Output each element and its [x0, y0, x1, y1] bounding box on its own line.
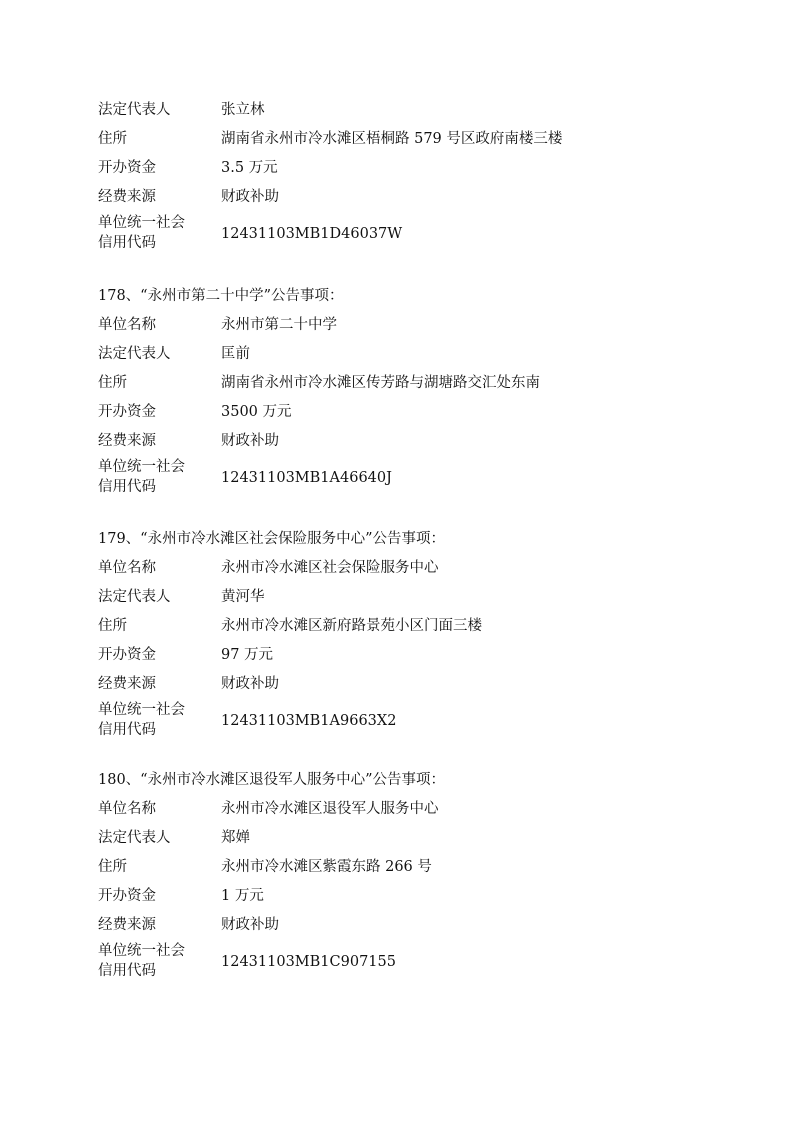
field-value: 12431103MB1D46037W	[221, 226, 403, 242]
field-value: 湖南省永州市冷水滩区梧桐路 579 号区政府南楼三楼	[221, 131, 563, 147]
field-value: 郑婵	[221, 830, 250, 846]
field-value: 张立林	[221, 102, 265, 118]
field-label: 单位名称	[98, 317, 156, 333]
field-value: 永州市第二十中学	[221, 317, 337, 333]
field-row	[98, 583, 698, 612]
field-label: 住所	[98, 375, 127, 391]
entry-heading: 179、“永州市冷水滩区社会保险服务中心”公告事项：	[98, 531, 445, 547]
field-value: 湖南省永州市冷水滩区传芳路与湖塘路交汇处东南	[221, 375, 540, 391]
field-row	[98, 641, 698, 670]
field-value: 财政补助	[221, 917, 279, 933]
field-row	[98, 154, 698, 183]
field-row	[98, 940, 698, 988]
field-row	[98, 882, 698, 911]
field-label: 单位统一社会信用代码	[98, 702, 185, 738]
field-label: 开办资金	[98, 647, 156, 663]
field-row	[98, 554, 698, 583]
field-label: 住所	[98, 859, 127, 875]
field-label: 住所	[98, 618, 127, 634]
field-value: 财政补助	[221, 676, 279, 692]
field-value: 财政补助	[221, 189, 279, 205]
field-value: 12431103MB1A9663X2	[221, 713, 397, 729]
field-value: 永州市冷水滩区退役军人服务中心	[221, 801, 439, 817]
entry-180	[98, 766, 698, 988]
field-label: 开办资金	[98, 404, 156, 420]
field-row	[98, 795, 698, 824]
field-label: 经费来源	[98, 917, 156, 933]
field-label: 法定代表人	[98, 589, 171, 605]
field-label: 住所	[98, 131, 127, 147]
entry-heading: 180、“永州市冷水滩区退役军人服务中心”公告事项：	[98, 772, 445, 788]
entry-heading: 178、“永州市第二十中学”公告事项：	[98, 288, 344, 304]
field-row	[98, 369, 698, 398]
field-row	[98, 311, 698, 340]
field-value: 永州市冷水滩区新府路景苑小区门面三楼	[221, 618, 482, 634]
field-value: 黄河华	[221, 589, 265, 605]
field-row	[98, 212, 698, 260]
field-value: 匡前	[221, 346, 250, 362]
field-value: 3.5 万元	[221, 160, 278, 176]
field-row	[98, 911, 698, 940]
entry-continuation	[98, 96, 698, 260]
field-value: 97 万元	[221, 647, 274, 663]
field-value: 永州市冷水滩区紫霞东路 266 号	[221, 859, 432, 875]
field-row	[98, 612, 698, 641]
field-label: 经费来源	[98, 189, 156, 205]
field-row	[98, 456, 698, 504]
field-value: 财政补助	[221, 433, 279, 449]
field-value: 12431103MB1C907155	[221, 954, 396, 970]
field-row	[98, 183, 698, 212]
entry-178	[98, 282, 698, 504]
field-row	[98, 699, 698, 747]
field-label: 法定代表人	[98, 102, 171, 118]
field-value: 永州市冷水滩区社会保险服务中心	[221, 560, 439, 576]
field-row	[98, 853, 698, 882]
field-label: 经费来源	[98, 676, 156, 692]
field-row	[98, 824, 698, 853]
field-label: 开办资金	[98, 888, 156, 904]
field-row	[98, 96, 698, 125]
field-row	[98, 125, 698, 154]
entry-179	[98, 525, 698, 747]
field-value: 12431103MB1A46640J	[221, 470, 392, 486]
field-label: 单位名称	[98, 801, 156, 817]
field-label: 法定代表人	[98, 346, 171, 362]
field-label: 法定代表人	[98, 830, 171, 846]
field-row	[98, 427, 698, 456]
field-value: 1 万元	[221, 888, 264, 904]
field-label: 单位统一社会信用代码	[98, 943, 185, 979]
field-row	[98, 340, 698, 369]
field-label: 单位统一社会信用代码	[98, 215, 185, 251]
field-label: 单位名称	[98, 560, 156, 576]
field-row	[98, 398, 698, 427]
field-label: 单位统一社会信用代码	[98, 459, 185, 495]
field-label: 经费来源	[98, 433, 156, 449]
field-value: 3500 万元	[221, 404, 292, 420]
field-row	[98, 670, 698, 699]
field-label: 开办资金	[98, 160, 156, 176]
